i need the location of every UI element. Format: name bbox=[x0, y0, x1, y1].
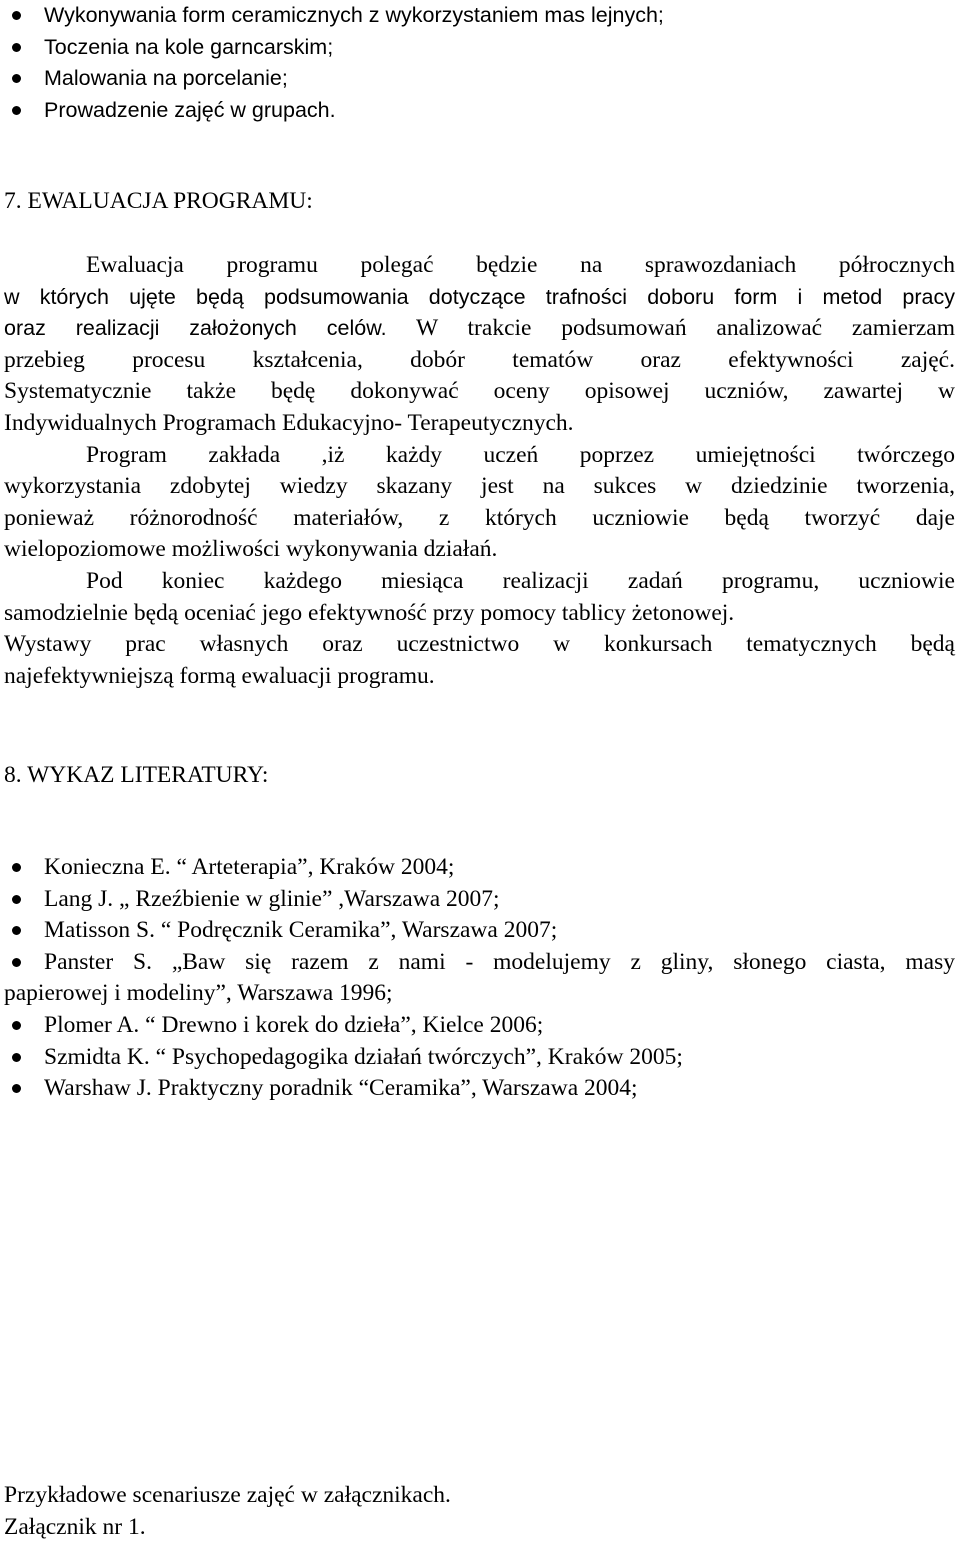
list-item: Panster S. „Baw się razem z nami - modelujemy z gliny, słonego ciasta, masy papierowej i modeliny”, Warszawa 1996; bbox=[4, 948, 955, 1007]
list-item: Warshaw J. Praktyczny poradnik “Ceramika”, Warszawa 2004; bbox=[4, 1073, 955, 1105]
list-item: Prowadzenie zajęć w grupach. bbox=[4, 95, 954, 127]
skills-list bbox=[4, 0, 954, 126]
list-item: Lang J. „ Rzeźbienie w glinie” ,Warszawa 2007; bbox=[4, 884, 955, 916]
section-heading-literature: 8. WYKAZ LITERATURY: bbox=[4, 762, 269, 788]
evaluation-body bbox=[4, 250, 955, 692]
list-item: Toczenia na kole garncarskim; bbox=[4, 32, 954, 64]
list-item: Szmidta K. “ Psychopedagogika działań twórczych”, Kraków 2005; bbox=[4, 1042, 955, 1074]
bullet-icon bbox=[12, 958, 21, 967]
attachments-note: Przykładowe scenariusze zajęć w załącznikach. Załącznik nr 1. bbox=[4, 1482, 451, 1540]
bullet-icon bbox=[12, 863, 21, 872]
list-item: Konieczna E. “ Arteterapia”, Kraków 2004; bbox=[4, 852, 955, 884]
paragraph: Wystawy prac własnych oraz uczestnictwo w konkursach tematycznych będą najefektywniejszą formą ewaluacji programu. bbox=[4, 631, 955, 689]
paragraph: Program zakłada ,iż każdy uczeń poprzez umiejętności twórczego wykorzystania zdobytej wiedzy skazany jest na sukces w dziedzinie tworzenia, ponieważ różnorodność materiałów, z których uczniowie będą tworzyć daje wielopoziomowe możliwości wykonywania działań. bbox=[4, 441, 955, 563]
literature-list bbox=[4, 852, 955, 1105]
list-item: Plomer A. “ Drewno i korek do dzieła”, Kielce 2006; bbox=[4, 1010, 955, 1042]
list-item: Matisson S. “ Podręcznik Ceramika”, Warszawa 2007; bbox=[4, 915, 955, 947]
bullet-icon bbox=[12, 895, 21, 904]
bullet-icon bbox=[12, 1053, 21, 1062]
section-heading-evaluation: 7. EWALUACJA PROGRAMU: bbox=[4, 188, 313, 214]
bullet-icon bbox=[12, 43, 21, 52]
bullet-icon bbox=[12, 106, 21, 115]
paragraph: Ewaluacja programu polegać będzie na sprawozdaniach półrocznych w których ujęte będą podsumowania dotyczące trafności doboru form i metod pracy oraz realizacji założonych celów. W trakcie podsumowań analizować zamierzam przebieg procesu kształcenia, dobór tematów oraz efektywności zajęć. Systematycznie także będę dokonywać oceny opisowej uczniów, zawartej w Indywidualnych Programach Edukacyjno- Terapeutycznych. bbox=[4, 252, 955, 436]
bullet-icon bbox=[12, 926, 21, 935]
list-item: Wykonywania form ceramicznych z wykorzystaniem mas lejnych; bbox=[4, 0, 954, 32]
bullet-icon bbox=[12, 1084, 21, 1093]
bullet-icon bbox=[12, 11, 21, 20]
paragraph: Pod koniec każdego miesiąca realizacji zadań programu, uczniowie samodzielnie będą oceniać jego efektywność przy pomocy tablicy żetonowej. bbox=[4, 567, 955, 626]
list-item: Malowania na porcelanie; bbox=[4, 63, 954, 95]
bullet-icon bbox=[12, 1021, 21, 1030]
bullet-icon bbox=[12, 74, 21, 83]
